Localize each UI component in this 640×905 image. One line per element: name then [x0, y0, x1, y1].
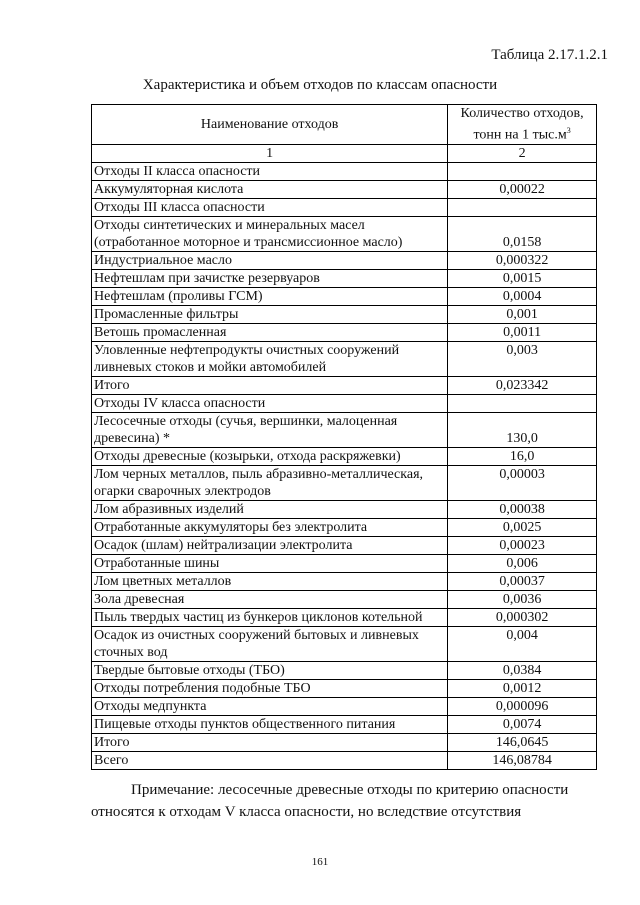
waste-name-cell: Пищевые отходы пунктов общественного питания	[92, 715, 448, 733]
table-row	[92, 500, 597, 518]
waste-name-cell: Ветошь промасленная	[92, 323, 448, 341]
waste-quantity-cell: 0,00022	[448, 180, 597, 198]
waste-name-cell: Лом цветных металлов	[92, 572, 448, 590]
table-number-label: Таблица 2.17.1.2.1	[491, 47, 608, 63]
waste-quantity-cell: 0,00038	[448, 500, 597, 518]
waste-quantity-cell: 0,001	[448, 305, 597, 323]
waste-quantity-cell: 0,0384	[448, 661, 597, 679]
waste-quantity-cell: 0,0158	[448, 216, 597, 251]
waste-quantity-cell: 0,0011	[448, 323, 597, 341]
waste-name-cell: Итого	[92, 733, 448, 751]
waste-name-cell: Отходы III класса опасности	[92, 198, 448, 216]
waste-quantity-cell: 0,0074	[448, 715, 597, 733]
waste-quantity-cell: 0,0036	[448, 590, 597, 608]
table-row	[92, 751, 597, 769]
table-row	[92, 287, 597, 305]
waste-quantity-cell: 0,004	[448, 626, 597, 661]
table-row	[92, 661, 597, 679]
waste-name-cell: Пыль твердых частиц из бункеров циклонов котельной	[92, 608, 448, 626]
table-row	[92, 608, 597, 626]
table-row	[92, 394, 597, 412]
table-row	[92, 305, 597, 323]
table-row	[92, 198, 597, 216]
waste-name-cell: Промасленные фильтры	[92, 305, 448, 323]
waste-name-cell: Осадок (шлам) нейтрализации электролита	[92, 536, 448, 554]
waste-name-cell: Всего	[92, 751, 448, 769]
table-row	[92, 447, 597, 465]
waste-name-cell: Нефтешлам (проливы ГСМ)	[92, 287, 448, 305]
table-row	[92, 323, 597, 341]
column-number-2: 2	[448, 144, 597, 162]
waste-quantity-cell: 0,0015	[448, 269, 597, 287]
table-header-row	[92, 105, 597, 145]
waste-name-cell: Зола древесная	[92, 590, 448, 608]
waste-quantity-cell: 0,003	[448, 341, 597, 376]
table-row	[92, 341, 597, 376]
header-unit-superscript: 3	[566, 126, 571, 135]
column-number-row	[92, 144, 597, 162]
waste-name-cell: Осадок из очистных сооружений бытовых и ливневых сточных вод	[92, 626, 448, 661]
header-waste-quantity: Количество отходов, тонн на 1 $тыс.м^3$	[448, 105, 597, 145]
waste-name-cell: Твердые бытовые отходы (ТБО)	[92, 661, 448, 679]
table-row	[92, 626, 597, 661]
table-row	[92, 679, 597, 697]
table-row	[92, 733, 597, 751]
waste-name-cell: Отработанные аккумуляторы без электролита	[92, 518, 448, 536]
page-number: 161	[311, 856, 329, 868]
waste-quantity-cell: 0,023342	[448, 376, 597, 394]
footnote-text: Примечание: лесосечные древесные отходы по критерию опасности относятся к отходам V класса опасности, но вследствие отсутствия	[91, 782, 569, 820]
table-row	[92, 697, 597, 715]
waste-name-cell: Отходы IV класса опасности	[92, 394, 448, 412]
waste-quantity-cell: 130,0	[448, 412, 597, 447]
table-row	[92, 162, 597, 180]
waste-quantity-cell: 0,0025	[448, 518, 597, 536]
waste-name-cell: Отходы синтетических и минеральных масел (отработанное моторное и трансмиссионное масло)	[92, 216, 448, 251]
waste-quantity-cell: 0,000096	[448, 697, 597, 715]
waste-quantity-cell	[448, 162, 597, 180]
table-row	[92, 715, 597, 733]
waste-quantity-cell: 0,00023	[448, 536, 597, 554]
waste-quantity-cell: 0,000322	[448, 251, 597, 269]
waste-quantity-cell: 0,006	[448, 554, 597, 572]
waste-quantity-cell: 146,0645	[448, 733, 597, 751]
waste-name-cell: Лом абразивных изделий	[92, 500, 448, 518]
table-row	[92, 269, 597, 287]
table-row	[92, 536, 597, 554]
waste-name-cell: Итого	[92, 376, 448, 394]
waste-quantity-cell: 146,08784	[448, 751, 597, 769]
waste-name-cell: Индустриальное масло	[92, 251, 448, 269]
waste-quantity-cell: 0,0012	[448, 679, 597, 697]
waste-quantity-cell: 0,00003	[448, 465, 597, 500]
waste-name-cell: Отходы II класса опасности	[92, 162, 448, 180]
waste-name-cell: Уловленные нефтепродукты очистных сооружений ливневых стоков и мойки автомобилей	[92, 341, 448, 376]
column-number-1: 1	[92, 144, 448, 162]
table-caption: Характеристика и объем отходов по классам опасности	[142, 77, 498, 93]
table-row	[92, 572, 597, 590]
table-row	[92, 554, 597, 572]
waste-name-cell: Отходы медпункта	[92, 697, 448, 715]
table-row	[92, 376, 597, 394]
waste-quantity-cell	[448, 198, 597, 216]
waste-name-cell: Отработанные шины	[92, 554, 448, 572]
waste-name-cell: Лесосечные отходы (сучья, вершинки, малоценная древесина) *	[92, 412, 448, 447]
waste-quantity-cell	[448, 394, 597, 412]
waste-quantity-cell: 0,000302	[448, 608, 597, 626]
table-row	[92, 216, 597, 251]
waste-name-cell: Отходы потребления подобные ТБО	[92, 679, 448, 697]
table-row	[92, 180, 597, 198]
table-row	[92, 412, 597, 447]
table-row	[92, 465, 597, 500]
waste-quantity-cell: 0,00037	[448, 572, 597, 590]
table-row	[92, 590, 597, 608]
waste-name-cell: Лом черных металлов, пыль абразивно-металлическая, огарки сварочных электродов	[92, 465, 448, 500]
waste-quantity-cell: 16,0	[448, 447, 597, 465]
waste-table	[91, 104, 597, 770]
waste-quantity-cell: 0,0004	[448, 287, 597, 305]
waste-name-cell: Отходы древесные (козырьки, отхода раскряжевки)	[92, 447, 448, 465]
table-row	[92, 251, 597, 269]
waste-name-cell: Аккумуляторная кислота	[92, 180, 448, 198]
table-row	[92, 518, 597, 536]
header-waste-name: Наименование отходов	[92, 105, 448, 145]
waste-name-cell: Нефтешлам при зачистке резервуаров	[92, 269, 448, 287]
